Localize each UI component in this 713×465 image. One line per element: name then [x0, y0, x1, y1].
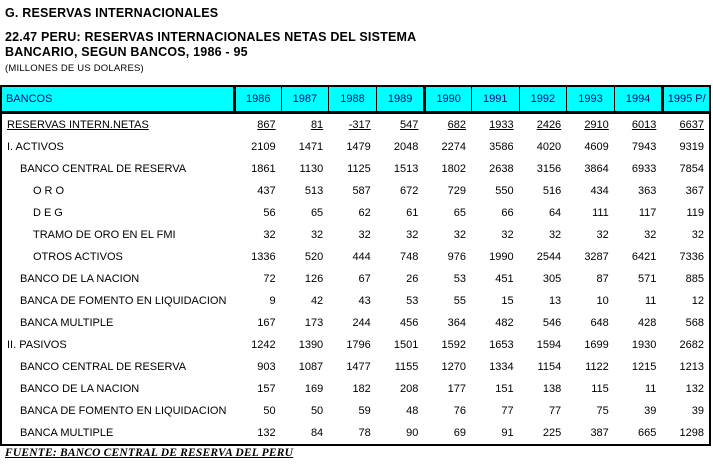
- value-cell: 2682: [679, 339, 704, 351]
- value-cell: 6933: [631, 163, 657, 175]
- value-cell: 84: [310, 427, 324, 439]
- value-cell: 62: [358, 207, 371, 219]
- value-cell: 2109: [251, 141, 276, 153]
- value-cell: 48: [406, 405, 419, 417]
- value-cell: 126: [304, 273, 324, 285]
- source-note: FUENTE: BANCO CENTRAL DE RESERVA DEL PERU: [5, 447, 294, 459]
- value-cell: 117: [638, 207, 657, 219]
- value-cell: 3156: [536, 163, 562, 175]
- value-cell: 1592: [441, 339, 466, 351]
- row-label: BANCO DE LA NACION: [20, 273, 140, 285]
- value-cell: 119: [686, 207, 704, 219]
- value-cell: 90: [406, 427, 419, 439]
- table-row-banca-multiple: [2, 422, 709, 444]
- value-cell: 1242: [251, 339, 276, 351]
- value-cell: -317: [348, 119, 371, 131]
- value-cell: 13: [548, 295, 562, 307]
- value-cell: 1215: [631, 361, 657, 373]
- value-cell: 1471: [298, 141, 324, 153]
- value-cell: 516: [542, 185, 562, 197]
- value-cell: 1477: [346, 361, 371, 373]
- row-label: DEG: [33, 207, 66, 219]
- value-cell: 65: [310, 207, 324, 219]
- value-cell: 132: [257, 427, 276, 439]
- row-label: RESERVAS INTERN.NETAS: [7, 119, 149, 131]
- col-header-1994: 1994: [614, 87, 662, 111]
- table-row-oro: [2, 180, 709, 202]
- value-cell: 1699: [584, 339, 609, 351]
- value-cell: 665: [638, 427, 657, 439]
- table-row-reservas-intern-netas: [2, 114, 709, 136]
- value-cell: 451: [495, 273, 514, 285]
- value-cell: 903: [257, 361, 276, 373]
- value-cell: 7854: [679, 163, 704, 175]
- value-cell: 53: [406, 295, 419, 307]
- value-cell: 91: [501, 427, 514, 439]
- value-cell: 65: [453, 207, 466, 219]
- value-cell: 2048: [393, 141, 419, 153]
- value-cell: 43: [358, 295, 371, 307]
- value-cell: 2910: [584, 119, 609, 131]
- value-cell: 55: [453, 295, 466, 307]
- value-cell: 132: [685, 383, 704, 395]
- row-label: BANCO DE LA NACION: [20, 383, 140, 395]
- value-cell: 387: [590, 427, 609, 439]
- value-cell: 11: [644, 295, 657, 307]
- row-label: BANCO CENTRAL DE RESERVA: [20, 361, 187, 373]
- value-cell: 1334: [489, 361, 514, 373]
- value-cell: 115: [591, 383, 609, 395]
- table-row-tramo-de-oro-en-el-fmi: [2, 224, 709, 246]
- table-row-otros-activos: [2, 246, 709, 268]
- value-cell: 32: [644, 229, 657, 241]
- value-cell: 76: [453, 405, 466, 417]
- row-label: BANCA DE FOMENTO EN LIQUIDACION: [20, 295, 227, 307]
- value-cell: 568: [685, 317, 704, 329]
- value-cell: 1298: [679, 427, 704, 439]
- value-cell: 39: [644, 405, 657, 417]
- value-cell: 9319: [679, 141, 704, 153]
- value-cell: 2274: [441, 141, 466, 153]
- value-cell: 434: [590, 185, 609, 197]
- value-cell: 1802: [441, 163, 466, 175]
- value-cell: 39: [691, 405, 704, 417]
- value-cell: 428: [638, 317, 657, 329]
- value-cell: 367: [685, 185, 704, 197]
- table-row-banca-de-fomento-en-liquidacion: [2, 290, 709, 312]
- row-label: BANCO CENTRAL DE RESERVA: [20, 163, 187, 175]
- value-cell: 3586: [489, 141, 514, 153]
- value-cell: 32: [263, 229, 276, 241]
- value-cell: 173: [304, 317, 324, 329]
- table-row-banco-de-la-nacion: [2, 268, 709, 290]
- value-cell: 672: [400, 185, 419, 197]
- value-cell: 1930: [631, 339, 657, 351]
- value-cell: 305: [542, 273, 562, 285]
- value-cell: 9: [269, 295, 276, 307]
- value-cell: 208: [400, 383, 419, 395]
- value-cell: 12: [691, 295, 704, 307]
- value-cell: 32: [548, 229, 562, 241]
- value-cell: 1933: [489, 119, 514, 131]
- value-cell: 3287: [584, 251, 609, 263]
- value-cell: 182: [352, 383, 371, 395]
- value-cell: 32: [310, 229, 324, 241]
- value-cell: 587: [352, 185, 371, 197]
- value-cell: 32: [501, 229, 514, 241]
- value-cell: 50: [263, 405, 276, 417]
- value-cell: 1594: [536, 339, 562, 351]
- value-cell: 1270: [441, 361, 466, 373]
- value-cell: 4020: [536, 141, 562, 153]
- value-cell: 72: [263, 273, 276, 285]
- value-cell: 50: [310, 405, 324, 417]
- value-cell: 225: [542, 427, 562, 439]
- value-cell: 748: [400, 251, 419, 263]
- value-cell: 1390: [298, 339, 324, 351]
- value-cell: 550: [495, 185, 514, 197]
- col-header-1987: 1987: [281, 87, 329, 111]
- value-cell: 67: [358, 273, 371, 285]
- value-cell: 138: [542, 383, 562, 395]
- value-cell: 363: [638, 185, 657, 197]
- value-cell: 1990: [489, 251, 514, 263]
- value-cell: 244: [352, 317, 371, 329]
- value-cell: 53: [453, 273, 466, 285]
- value-cell: 87: [596, 273, 609, 285]
- value-cell: 111: [592, 207, 609, 219]
- value-cell: 7336: [679, 251, 704, 263]
- value-cell: 682: [447, 119, 466, 131]
- col-header-1992: 1992: [519, 87, 567, 111]
- value-cell: 69: [453, 427, 466, 439]
- value-cell: 1513: [393, 163, 419, 175]
- section-title: G. RESERVAS INTERNACIONALES: [5, 6, 219, 20]
- value-cell: 648: [590, 317, 609, 329]
- value-cell: 26: [406, 273, 419, 285]
- value-cell: 885: [685, 273, 704, 285]
- value-cell: 32: [358, 229, 371, 241]
- table-row-banca-multiple: [2, 312, 709, 334]
- value-cell: 64: [548, 207, 562, 219]
- value-cell: 10: [596, 295, 609, 307]
- value-cell: 1653: [489, 339, 514, 351]
- table-row-i-activos: [2, 136, 709, 158]
- value-cell: 1122: [585, 361, 609, 373]
- row-label: BANCA DE FOMENTO EN LIQUIDACION: [20, 405, 227, 417]
- value-cell: 7943: [631, 141, 657, 153]
- col-header-1986: 1986: [233, 87, 281, 111]
- value-cell: 437: [257, 185, 276, 197]
- table-row-ii-pasivos: [2, 334, 709, 356]
- value-cell: 1130: [299, 163, 324, 175]
- value-cell: 78: [358, 427, 371, 439]
- value-cell: 56: [263, 207, 276, 219]
- table-title-line1: 22.47 PERU: RESERVAS INTERNACIONALES NETAS DEL SISTEMA: [5, 30, 417, 44]
- value-cell: 456: [400, 317, 419, 329]
- row-label: BANCA MULTIPLE: [20, 317, 114, 329]
- value-cell: 77: [501, 405, 514, 417]
- value-cell: 32: [406, 229, 419, 241]
- table-header-row: [2, 87, 709, 114]
- col-header-1989: 1989: [376, 87, 424, 111]
- value-cell: 729: [447, 185, 466, 197]
- value-cell: 169: [304, 383, 324, 395]
- value-cell: 3864: [584, 163, 609, 175]
- value-cell: 15: [501, 295, 514, 307]
- table-title-line2: BANCARIO, SEGUN BANCOS, 1986 - 95: [5, 45, 248, 59]
- value-cell: 867: [257, 119, 276, 131]
- table-row-deg: [2, 202, 709, 224]
- col-header-bancos: BANCOS: [2, 87, 233, 111]
- row-label: OTROS ACTIVOS: [33, 251, 123, 263]
- value-cell: 42: [310, 295, 324, 307]
- value-cell: 157: [257, 383, 276, 395]
- value-cell: 444: [352, 251, 371, 263]
- reserves-table: [0, 85, 711, 446]
- value-cell: 151: [495, 383, 514, 395]
- value-cell: 1087: [298, 361, 324, 373]
- value-cell: 11: [644, 383, 657, 395]
- row-label: II. PASIVOS: [7, 339, 67, 351]
- value-cell: 32: [691, 229, 704, 241]
- value-cell: 1125: [347, 163, 371, 175]
- value-cell: 513: [304, 185, 324, 197]
- units-note: (MILLONES DE US DOLARES): [5, 63, 144, 74]
- value-cell: 75: [596, 405, 609, 417]
- value-cell: 1155: [394, 361, 419, 373]
- value-cell: 571: [638, 273, 657, 285]
- col-header-1991: 1991: [471, 87, 519, 111]
- value-cell: 6013: [631, 119, 657, 131]
- row-label: I. ACTIVOS: [7, 141, 64, 153]
- value-cell: 546: [542, 317, 562, 329]
- value-cell: 1861: [251, 163, 276, 175]
- value-cell: 1796: [346, 339, 371, 351]
- value-cell: 6637: [679, 119, 704, 131]
- value-cell: 1213: [679, 361, 704, 373]
- value-cell: 77: [548, 405, 562, 417]
- col-header-1988: 1988: [328, 87, 376, 111]
- table-row-banco-central-de-reserva: [2, 356, 709, 378]
- value-cell: 4609: [584, 141, 609, 153]
- col-header-1995-p: 1995 P/: [661, 87, 709, 111]
- value-cell: 2426: [536, 119, 562, 131]
- value-cell: 520: [304, 251, 324, 263]
- title-block: [5, 6, 416, 74]
- value-cell: 81: [310, 119, 324, 131]
- value-cell: 482: [495, 317, 514, 329]
- col-header-1990: 1990: [423, 87, 471, 111]
- table-row-banco-central-de-reserva: [2, 158, 709, 180]
- value-cell: 32: [596, 229, 609, 241]
- value-cell: 167: [257, 317, 276, 329]
- value-cell: 66: [501, 207, 514, 219]
- value-cell: 32: [453, 229, 466, 241]
- value-cell: 976: [447, 251, 466, 263]
- row-label: ORO: [33, 185, 68, 197]
- value-cell: 1501: [393, 339, 419, 351]
- value-cell: 6421: [631, 251, 657, 263]
- row-label: BANCA MULTIPLE: [20, 427, 114, 439]
- value-cell: 2638: [489, 163, 514, 175]
- table-row-banco-de-la-nacion: [2, 378, 709, 400]
- value-cell: 547: [400, 119, 419, 131]
- table-row-banca-de-fomento-en-liquidacion: [2, 400, 709, 422]
- value-cell: 1154: [537, 361, 562, 373]
- value-cell: 1479: [346, 141, 371, 153]
- value-cell: 364: [447, 317, 466, 329]
- col-header-1993: 1993: [566, 87, 614, 111]
- value-cell: 61: [406, 207, 419, 219]
- value-cell: 1336: [251, 251, 276, 263]
- value-cell: 59: [358, 405, 371, 417]
- row-label: TRAMO DE ORO EN EL FMI: [33, 229, 176, 241]
- value-cell: 2544: [536, 251, 562, 263]
- value-cell: 177: [447, 383, 466, 395]
